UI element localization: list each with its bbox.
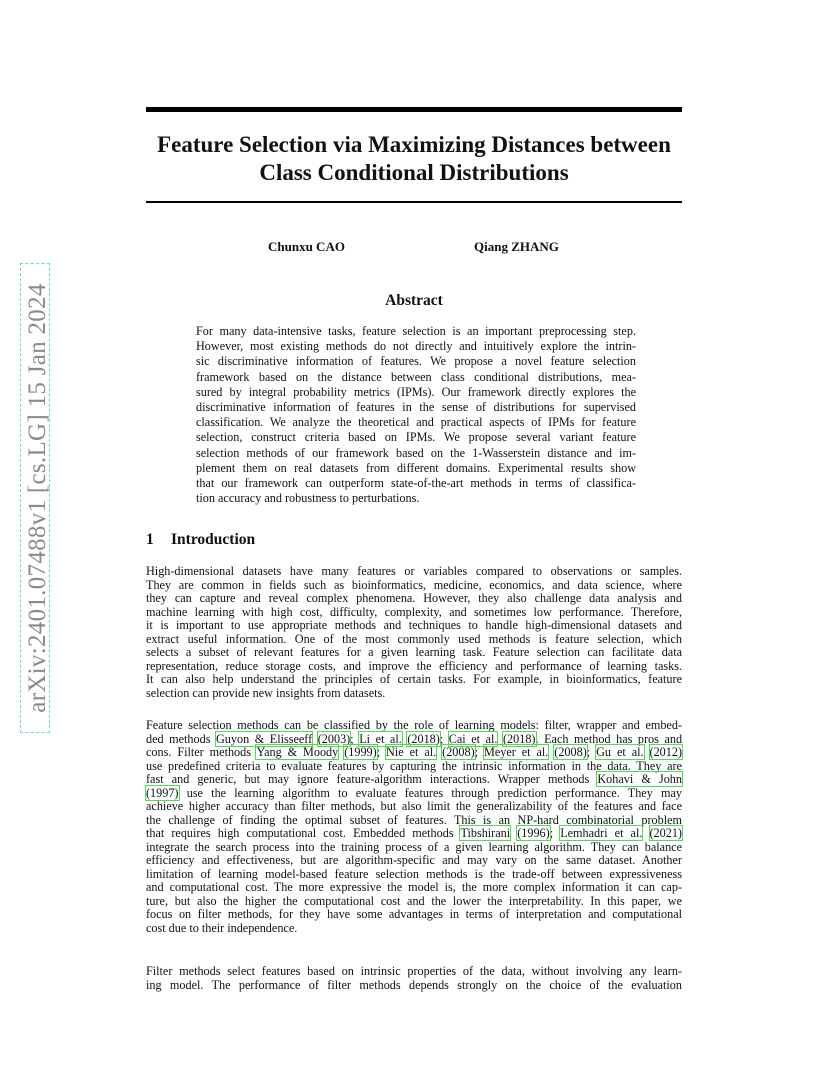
text-run: use the learning algorithm to evaluate features through prediction performance. They may <box>178 785 682 800</box>
citation-year-link[interactable]: (1996) <box>517 826 550 840</box>
text-line: machine learning with high cost, difficulty, complexity, and sometimes low performance. Therefore, <box>146 604 682 619</box>
section-title: Introduction <box>171 531 256 548</box>
text-line <box>146 773 682 787</box>
citation-link[interactable]: Tibshirani <box>460 826 511 840</box>
text-line: it is important to use appropriate methods and techniques to handle high-dimensional datasets and <box>146 618 682 632</box>
author-name: Qiang ZHANG <box>474 239 559 254</box>
text-line: extract useful information. One of the most commonly used methods is feature selection, which <box>146 631 682 646</box>
text-line: focus on filter methods, for they have some advantages in terms of interpretation and computational <box>146 907 682 921</box>
abstract-line: discriminative information of features in the sense of distributions for supervised <box>196 400 636 415</box>
text-line <box>146 827 682 841</box>
citation-year-link[interactable]: (2008) <box>554 745 587 759</box>
text-run: ; <box>376 745 387 759</box>
abstract-body <box>196 324 636 506</box>
text-run: ; <box>350 731 360 746</box>
abstract-line: classification. We analyze the theoretical and practical aspects of IPMs for feature <box>196 415 636 430</box>
section-heading <box>146 531 255 549</box>
abstract-line: However, most existing methods do not directly and intuitively explore the intrin- <box>196 339 636 354</box>
intro-paragraph-3 <box>146 965 682 992</box>
text-line <box>146 733 682 747</box>
citation-link[interactable]: Li et al. <box>359 731 402 746</box>
citation-link[interactable]: Yang & Moody <box>256 745 339 759</box>
text-line: they can capture and reveal complex phenomena. However, they also challenge data analysis and <box>146 591 682 605</box>
text-line: efficiency and effectiveness, but are algorithm-specific and may vary on the same dataset. Another <box>146 853 682 867</box>
title-line: Feature Selection via Maximizing Distances between <box>157 132 671 157</box>
text-run: . Each method has pros and <box>535 731 683 746</box>
text-line: Filter methods select features based on intrinsic properties of the data, without involving any learn- <box>146 964 682 978</box>
title-line: Class Conditional Distributions <box>259 160 569 185</box>
citation-link[interactable]: Cai et al. <box>448 731 498 746</box>
citation-link[interactable]: Lemhadri et al. <box>560 826 643 840</box>
text-line: selects a subset of relevant features for a given learning task. Feature selection can facilitate data <box>146 645 682 659</box>
abstract-line: sured by integral probability metrics (IPMs). Our framework directly explores the <box>196 384 636 399</box>
text-line: use predefined criteria to evaluate features by capturing the intrinsic information in the data. They are <box>146 758 682 773</box>
abstract-line: plement them on real datasets from different domains. Experimental results show <box>196 460 636 475</box>
text-line: It can also help understand the principles of certain tasks. For example, in bioinformatics, feature <box>146 672 682 686</box>
text-line: ture, but also the higher the computational cost and the lower the interpretability. In this paper, we <box>146 893 682 908</box>
abstract-line: that our framework can outperform state-of-the-art methods in terms of classifica- <box>196 476 636 491</box>
arxiv-stamp[interactable]: arXiv:2401.07488v1 [cs.LG] 15 Jan 2024 <box>24 283 51 713</box>
abstract-line: For many data-intensive tasks, feature selection is an important preprocessing step. <box>196 324 636 338</box>
text-line: High-dimensional datasets have many features or variables compared to observations or samples. <box>146 564 682 578</box>
text-run: ; <box>474 745 484 759</box>
text-line <box>146 787 682 801</box>
text-line: cost due to their independence. <box>146 920 298 935</box>
author-name: Chunxu CAO <box>268 239 345 254</box>
text-line: Feature selection methods can be classified by the role of learning models: filter, wrapper and embed- <box>146 718 682 732</box>
citation-year-link[interactable]: (2008) <box>442 745 475 759</box>
text-line: representation, reduce storage costs, and improve the efficiency and performance of learning tasks. <box>146 658 682 673</box>
text-run: ; <box>439 731 449 746</box>
abstract-line: selection, construct criteria based on IPMs. We propose several variant feature <box>196 430 636 445</box>
text-line <box>146 746 682 760</box>
text-line: limitation of learning model-based feature selection methods is the trade-off between expressiveness <box>146 866 682 881</box>
text-run: ; <box>586 745 597 759</box>
citation-year-link[interactable]: (2018) <box>407 731 440 746</box>
title-rule-bottom <box>146 201 682 203</box>
citation-year-link[interactable]: (2018) <box>503 731 536 746</box>
text-run: cons. Filter methods <box>146 745 257 759</box>
text-run: ; <box>549 826 561 840</box>
citation-year-link[interactable]: (2021) <box>649 826 682 840</box>
text-line: integrate the search process into the training process of a given learning algorithm. They can balance <box>146 839 682 854</box>
citation-year-link[interactable]: (1999) <box>344 745 377 759</box>
intro-paragraph-1 <box>146 565 682 700</box>
section-number: 1 <box>146 531 154 548</box>
intro-paragraph-2 <box>146 719 682 935</box>
text-line: They are common in fields such as bioinformatics, medicine, economics, and data science, where <box>146 577 682 592</box>
text-run: ded methods <box>146 731 216 746</box>
abstract-line: tion accuracy and robustness to perturbations. <box>196 491 420 506</box>
citation-link[interactable]: Meyer et al. <box>483 745 549 759</box>
abstract-line: selection methods of our framework based on the 1-Wasserstein distance and im- <box>196 445 636 460</box>
citation-link[interactable]: Kohavi & John <box>597 772 682 786</box>
abstract-line: framework based on the distance between class conditional distributions, mea- <box>196 369 636 384</box>
citation-year-link[interactable]: (2012) <box>649 745 683 759</box>
abstract-line: sic discriminative information of features. We propose a novel feature selection <box>196 354 636 369</box>
text-run: that requires high computational cost. Embedded methods <box>146 826 461 840</box>
text-line: and computational cost. The more expressive the model is, the more complex information it can cap- <box>146 880 682 894</box>
text-line: selection can provide new insights from datasets. <box>146 685 386 700</box>
text-line: the challenge of finding the optimal subset of features. This is an NP-hard combinatorial problem <box>146 812 682 827</box>
paper-title <box>146 131 682 187</box>
citation-link[interactable]: Nie et al. <box>386 745 437 759</box>
title-rule-top <box>146 107 682 112</box>
citation-link[interactable]: Gu et al. <box>596 745 644 759</box>
abstract-heading: Abstract <box>385 292 443 309</box>
citation-year-link[interactable]: (1997) <box>146 785 179 800</box>
text-run: fast and generic, but may ignore feature-algorithm interactions. Wrapper methods <box>146 772 598 786</box>
text-line: ing model. The performance of filter methods depends strongly on the choice of the evaluation <box>146 977 682 992</box>
citation-year-link[interactable]: (2003) <box>317 731 351 746</box>
text-line: achieve higher accuracy than filter methods, but also limit the generalizability of the features and face <box>146 799 682 813</box>
citation-link[interactable]: Guyon & Elisseeff <box>216 731 313 746</box>
